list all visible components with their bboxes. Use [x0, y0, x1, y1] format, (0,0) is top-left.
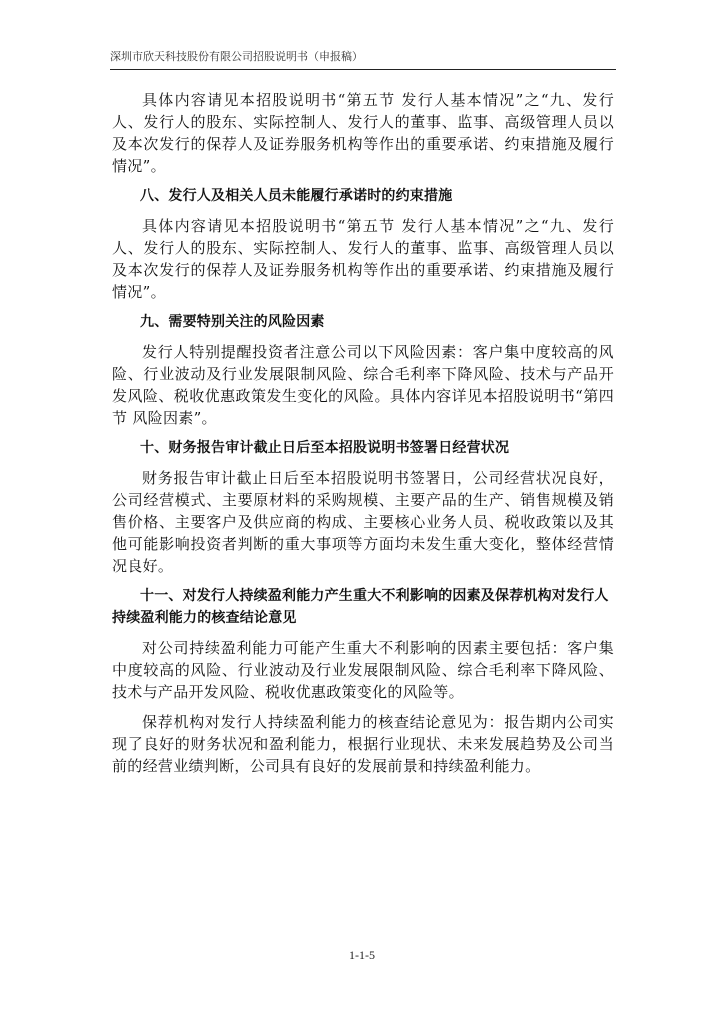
heading-section-9: 九、需要特别关注的风险因素 [140, 314, 325, 330]
paragraph-constraint-measures: 具体内容请见本招股说明书“第五节 发行人基本情况”之“九、发行人、发行人的股东、实际控制人、发行人的董事、监事、高级管理人员以及本次发行的保荐人及证券服务机构等作出的重要承诺、约束措施及履行情况”。 [112, 217, 614, 301]
document-header: 深圳市欣天科技股份有限公司招股说明书（申报稿） [110, 50, 363, 63]
paragraph-risk-factors: 发行人特别提醒投资者注意公司以下风险因素：客户集中度较高的风险、行业波动及行业发展限制风险、综合毛利率下降风险、技术与产品开发风险、税收优惠政策发生变化的风险。具体内容详见本招股说明书“第四节 风险因素”。 [112, 343, 614, 427]
header-rule [110, 69, 616, 70]
heading-section-10: 十、财务报告审计截止日后至本招股说明书签署日经营状况 [140, 440, 510, 456]
paragraph-commitments-ref: 具体内容请见本招股说明书“第五节 发行人基本情况”之“九、发行人、发行人的股东、实际控制人、发行人的董事、监事、高级管理人员以及本次发行的保荐人及证券服务机构等作出的重要承诺、约束措施及履行情况”。 [112, 91, 614, 175]
paragraph-operating-status: 财务报告审计截止日后至本招股说明书签署日，公司经营状况良好，公司经营模式、主要原材料的采购规模、主要产品的生产、销售规模及销售价格、主要客户及供应商的构成、主要核心业务人员、税收政策以及其他可能影响投资者判断的重大事项等方面均未发生重大变化，整体经营情况良好。 [112, 469, 614, 575]
paragraph-adverse-factors: 对公司持续盈利能力可能产生重大不利影响的因素主要包括：客户集中度较高的风险、行业波动及行业发展限制风险、综合毛利率下降风险、技术与产品开发风险、税收优惠政策变化的风险等。 [112, 639, 614, 701]
paragraph-sponsor-conclusion: 保荐机构对发行人持续盈利能力的核查结论意见为：报告期内公司实现了良好的财务状况和盈利能力，根据行业现状、未来发展趋势及公司当前的经营业绩判断，公司具有良好的发展前景和持续盈利能力。 [112, 713, 614, 775]
heading-section-8: 八、发行人及相关人员未能履行承诺时的约束措施 [140, 188, 453, 204]
document-body [112, 89, 614, 785]
heading-section-11: 十一、对发行人持续盈利能力产生重大不利影响的因素及保荐机构对发行人持续盈利能力的核查结论意见 [112, 588, 609, 626]
page-number: 1-1-5 [349, 948, 375, 962]
